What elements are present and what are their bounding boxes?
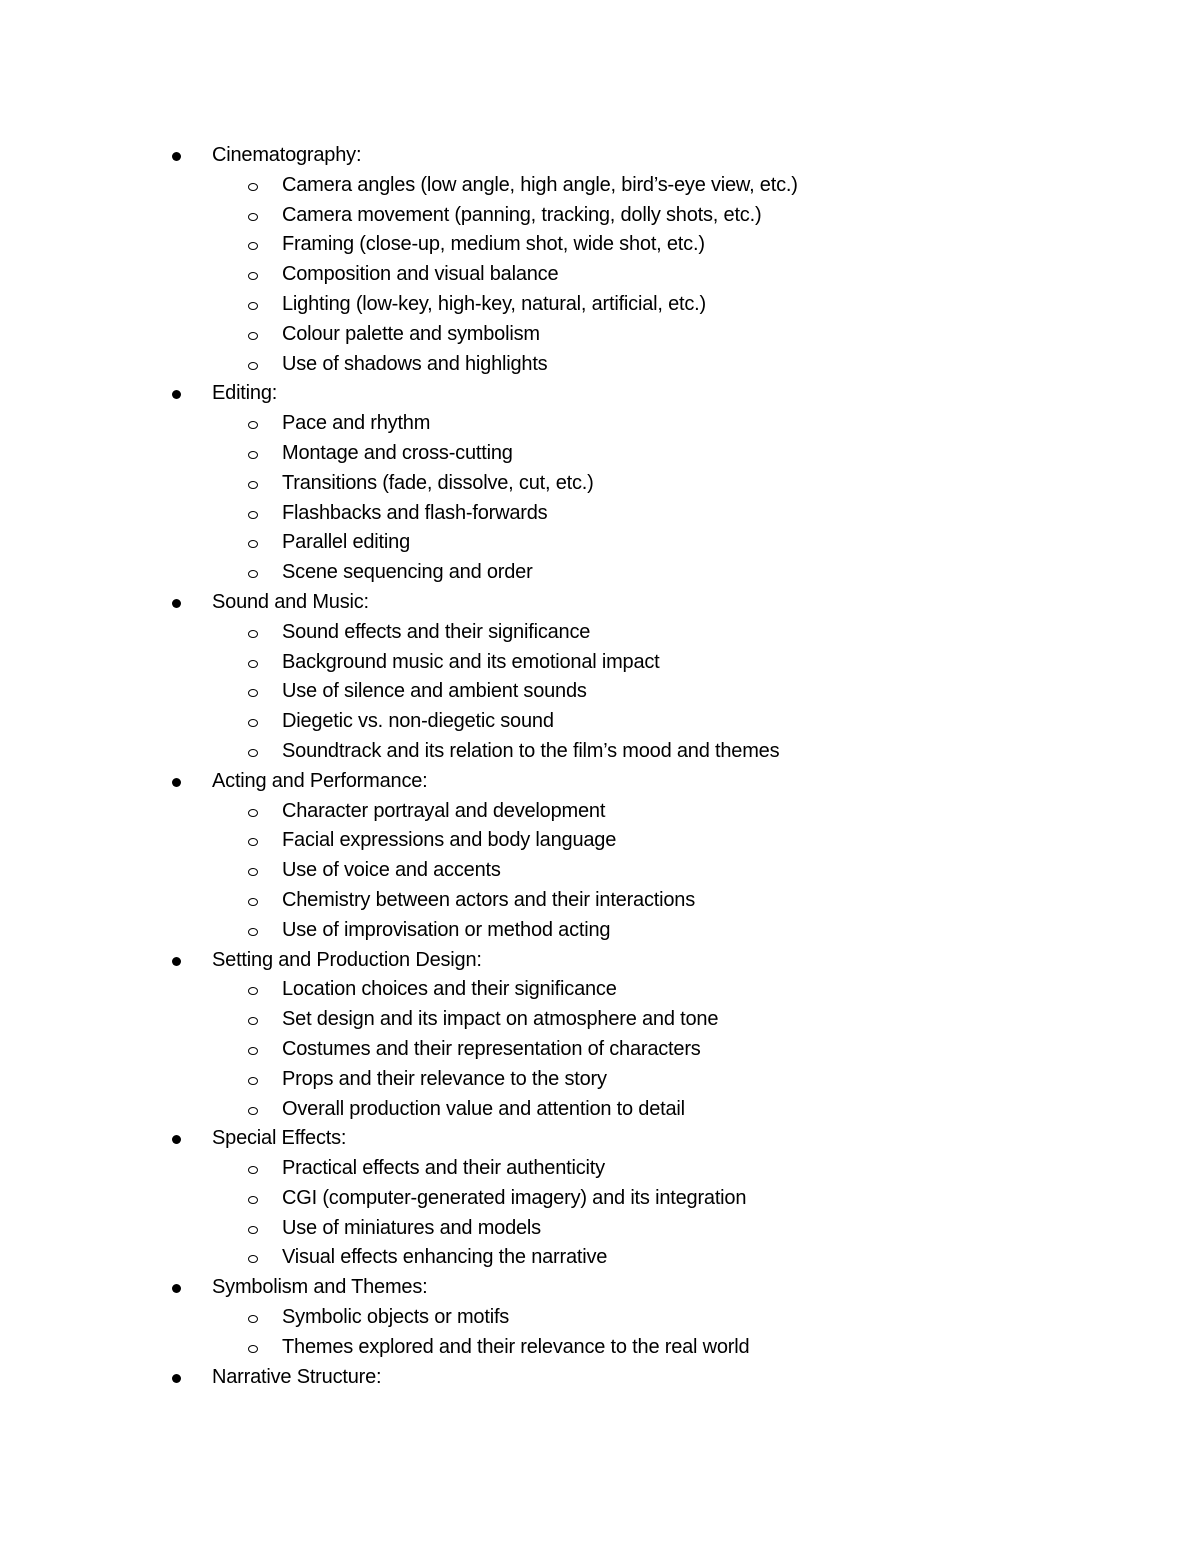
list-item-text: Soundtrack and its relation to the film’s mood and themes: [282, 739, 780, 762]
list-item-text: Composition and visual balance: [282, 263, 559, 286]
hollow-bullet-icon: [248, 332, 258, 340]
list-item: [170, 290, 1070, 320]
section-heading-text: Acting and Performance:: [212, 769, 428, 792]
list-item-text: Character portrayal and development: [282, 799, 606, 822]
list-item-text: Use of voice and accents: [282, 859, 501, 882]
list-item: [170, 1154, 1070, 1184]
list-item-text: Transitions (fade, dissolve, cut, etc.): [282, 471, 594, 494]
hollow-bullet-icon: [248, 928, 258, 936]
bullet-icon: [172, 957, 181, 966]
list-item: [170, 975, 1070, 1005]
list-item-text: Diegetic vs. non-diegetic sound: [282, 710, 554, 733]
section-heading-text: Sound and Music:: [212, 590, 369, 613]
bullet-icon: [172, 152, 181, 161]
hollow-bullet-icon: [248, 1017, 258, 1025]
list-item-text: Pace and rhythm: [282, 412, 431, 435]
hollow-bullet-icon: [248, 987, 258, 995]
list-item: [170, 618, 1070, 648]
list-item: [170, 499, 1070, 529]
section-heading-text: Narrative Structure:: [212, 1365, 382, 1388]
list-item: [170, 886, 1070, 916]
hollow-bullet-icon: [248, 838, 258, 846]
list-item-text: Costumes and their representation of characters: [282, 1037, 701, 1060]
section-heading-text: Symbolism and Themes:: [212, 1276, 428, 1299]
section-heading: [170, 588, 1070, 618]
list-item-text: Location choices and their significance: [282, 978, 617, 1001]
section-heading-text: Editing:: [212, 382, 278, 405]
list-item: [170, 1005, 1070, 1035]
hollow-bullet-icon: [248, 1047, 258, 1055]
hollow-bullet-icon: [248, 1077, 258, 1085]
section-heading-text: Cinematography:: [212, 144, 362, 166]
list-item: [170, 409, 1070, 439]
list-item: [170, 469, 1070, 499]
list-item-text: Use of silence and ambient sounds: [282, 680, 587, 703]
hollow-bullet-icon: [248, 451, 258, 459]
hollow-bullet-icon: [248, 183, 258, 191]
list-item-text: Colour palette and symbolism: [282, 322, 540, 345]
hollow-bullet-icon: [248, 302, 258, 310]
list-item: [170, 707, 1070, 737]
list-item-text: Camera angles (low angle, high angle, bird’s-eye view, etc.): [282, 173, 798, 196]
list-item: [170, 350, 1070, 380]
list-item: [170, 856, 1070, 886]
hollow-bullet-icon: [248, 660, 258, 668]
hollow-bullet-icon: [248, 689, 258, 697]
list-item-text: Sound effects and their significance: [282, 620, 591, 643]
hollow-bullet-icon: [248, 481, 258, 489]
list-item-text: Props and their relevance to the story: [282, 1067, 607, 1090]
list-item: [170, 1243, 1070, 1273]
list-item-text: Background music and its emotional impact: [282, 650, 660, 673]
hollow-bullet-icon: [248, 1166, 258, 1174]
hollow-bullet-icon: [248, 1315, 258, 1323]
list-item: [170, 1095, 1070, 1125]
list-item: [170, 648, 1070, 678]
list-item-text: Use of shadows and highlights: [282, 352, 548, 375]
list-item-text: Chemistry between actors and their interactions: [282, 888, 696, 911]
hollow-bullet-icon: [248, 1255, 258, 1263]
list-item: [170, 558, 1070, 588]
section-heading: [170, 767, 1070, 797]
section-heading-text: Setting and Production Design:: [212, 948, 482, 971]
list-item: [170, 1303, 1070, 1333]
list-item-text: Themes explored and their relevance to the real world: [282, 1335, 750, 1358]
list-item: [170, 528, 1070, 558]
bullet-icon: [172, 390, 181, 399]
list-item-text: Use of improvisation or method acting: [282, 918, 611, 941]
list-item-text: Montage and cross-cutting: [282, 441, 513, 464]
hollow-bullet-icon: [248, 898, 258, 906]
list-item: [170, 916, 1070, 946]
hollow-bullet-icon: [248, 213, 258, 221]
list-item-text: Overall production value and attention to detail: [282, 1097, 685, 1120]
hollow-bullet-icon: [248, 421, 258, 429]
bullet-icon: [172, 1135, 181, 1144]
list-item-text: Practical effects and their authenticity: [282, 1157, 605, 1180]
hollow-bullet-icon: [248, 809, 258, 817]
section-heading: [170, 946, 1070, 976]
list-item-text: CGI (computer-generated imagery) and its integration: [282, 1186, 747, 1209]
list-item-text: Framing (close-up, medium shot, wide shot, etc.): [282, 233, 705, 256]
bulleted-outline: [170, 141, 1070, 1392]
list-item-text: Visual effects enhancing the narrative: [282, 1246, 608, 1269]
hollow-bullet-icon: [248, 1196, 258, 1204]
list-item-text: Flashbacks and flash-forwards: [282, 501, 548, 524]
hollow-bullet-icon: [248, 1107, 258, 1115]
list-item: [170, 1214, 1070, 1244]
bullet-icon: [172, 1374, 181, 1383]
list-item-text: Use of miniatures and models: [282, 1216, 541, 1239]
list-item-text: Symbolic objects or motifs: [282, 1306, 510, 1329]
list-item-text: Facial expressions and body language: [282, 829, 617, 852]
list-item: [170, 230, 1070, 260]
list-item-text: Lighting (low-key, high-key, natural, artificial, etc.): [282, 292, 706, 315]
hollow-bullet-icon: [248, 719, 258, 727]
section-heading: [170, 1273, 1070, 1303]
list-item: [170, 320, 1070, 350]
bullet-icon: [172, 599, 181, 608]
section-heading: [170, 1363, 1070, 1393]
hollow-bullet-icon: [248, 272, 258, 280]
bullet-icon: [172, 778, 181, 787]
list-item: [170, 1184, 1070, 1214]
list-item: [170, 439, 1070, 469]
list-item-text: Scene sequencing and order: [282, 561, 533, 584]
list-item: [170, 1035, 1070, 1065]
list-item: [170, 737, 1070, 767]
list-item-text: Set design and its impact on atmosphere and tone: [282, 1008, 719, 1031]
bullet-icon: [172, 1284, 181, 1293]
section-heading: [170, 379, 1070, 409]
section-heading: [170, 1124, 1070, 1154]
list-item: [170, 1333, 1070, 1363]
list-item-text: Parallel editing: [282, 531, 410, 554]
list-item: [170, 260, 1070, 290]
list-item: [170, 677, 1070, 707]
hollow-bullet-icon: [248, 868, 258, 876]
list-item: [170, 797, 1070, 827]
list-item-text: Camera movement (panning, tracking, dolly shots, etc.): [282, 203, 762, 226]
list-item: [170, 826, 1070, 856]
hollow-bullet-icon: [248, 570, 258, 578]
hollow-bullet-icon: [248, 242, 258, 250]
hollow-bullet-icon: [248, 1226, 258, 1234]
hollow-bullet-icon: [248, 749, 258, 757]
hollow-bullet-icon: [248, 630, 258, 638]
list-item: [170, 201, 1070, 231]
hollow-bullet-icon: [248, 362, 258, 370]
hollow-bullet-icon: [248, 511, 258, 519]
section-heading: [170, 141, 1070, 171]
hollow-bullet-icon: [248, 1345, 258, 1353]
list-item: [170, 171, 1070, 201]
hollow-bullet-icon: [248, 540, 258, 548]
section-heading-text: Special Effects:: [212, 1127, 347, 1150]
list-item: [170, 1065, 1070, 1095]
